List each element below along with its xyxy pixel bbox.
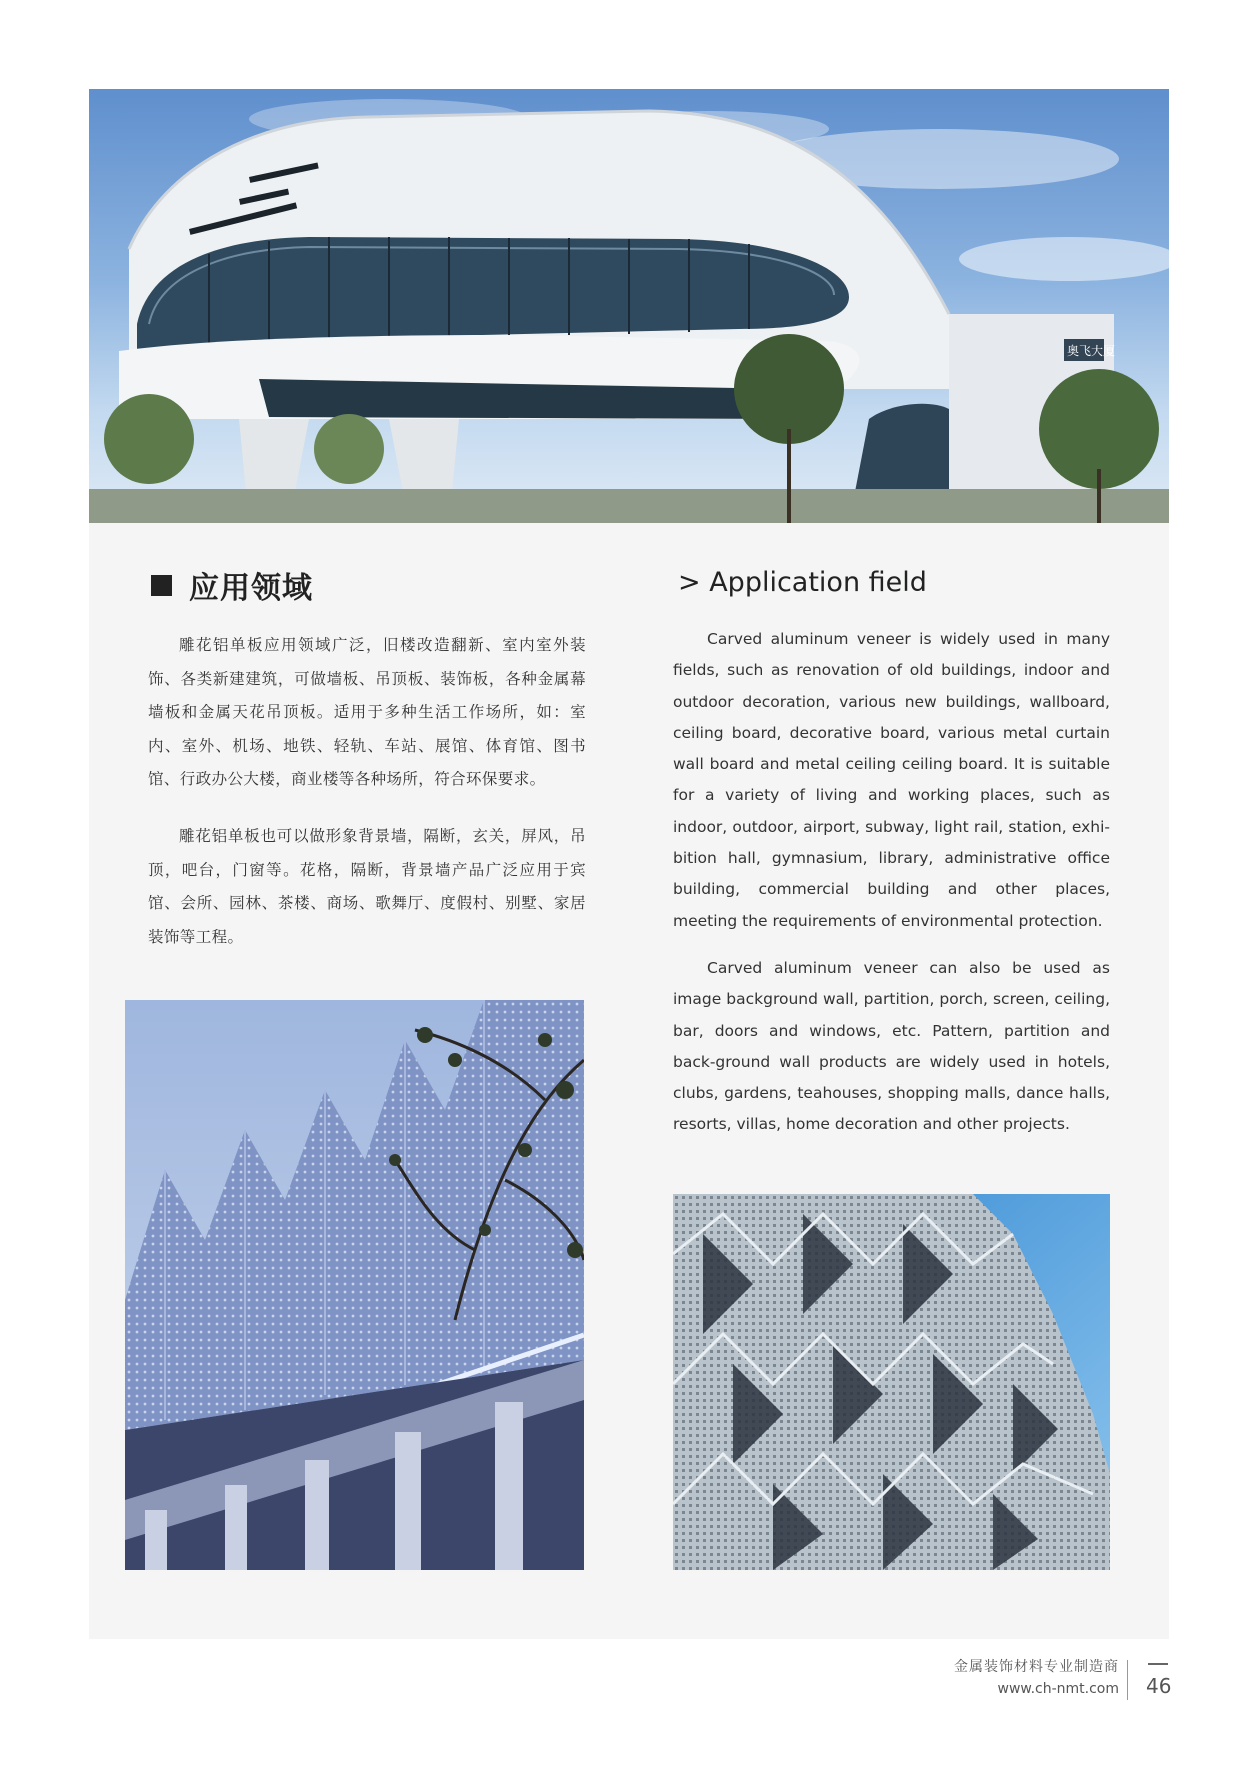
page-number-dash bbox=[1148, 1663, 1168, 1665]
paragraph-en-1: Carved aluminum veneer is widely used in many fields, such as renovation of old buildings, indoor and outdoor decoration, various new buildings, wallboard, ceiling board, decorative board, various metal curtain wall board and metal ceiling ceiling board. It is suitable for a variety of living and working places, such as indoor, outdoor, airport, subway, light rail, station, exhi-bition hall, gymnasium, library, administrative office building, commercial building and other places, meeting the requirements of environmental protection. bbox=[673, 630, 1110, 930]
section-heading-cn bbox=[151, 563, 313, 607]
paragraph-cn-1: 雕花铝单板应用领域广泛，旧楼改造翻新、室内室外装饰、各类新建建筑，可做墙板、吊顶板、装饰板，各种金属幕墙板和金属天花吊顶板。适用于多种生活工作场所，如：室内、室外、机场、地铁、轻轨、车站、展馆、体育馆、图书馆、行政办公大楼，商业楼等各种场所，符合环保要求。 bbox=[148, 636, 586, 788]
perforated-facade-photo bbox=[125, 1000, 584, 1570]
folded-panel-facade-photo bbox=[673, 1194, 1110, 1570]
paragraph-en-2: Carved aluminum veneer can also be used as image background wall, partition, porch, screen, ceiling, bar, doors and windows, etc. Pattern, partition and back-ground wall products are widely used in hotels, clubs, gardens, teahouses, shopping malls, dance halls, resorts, villas, home decoration and other projects. bbox=[673, 959, 1110, 1134]
footer-company-name: 金属装饰材料专业制造商 bbox=[954, 1659, 1119, 1675]
paragraph-cn-2: 雕花铝单板也可以做形象背景墙，隔断，玄关，屏风，吊顶，吧台，门窗等。花格，隔断，背景墙产品广泛应用于宾馆、会所、园林、茶楼、商场、歌舞厅、度假村、别墅、家居装饰等工程。 bbox=[148, 827, 586, 946]
footer-website-link[interactable]: www.ch-nmt.com bbox=[997, 1681, 1119, 1697]
heading-square-icon bbox=[151, 575, 172, 596]
page-number: 46 bbox=[1146, 1674, 1172, 1698]
hero-building-sign: 奥飞大厦 bbox=[1067, 344, 1116, 358]
footer-divider bbox=[1127, 1660, 1128, 1700]
section-heading-en: > Application field bbox=[678, 567, 927, 598]
heading-cn-text: 应用领域 bbox=[189, 571, 313, 606]
hero-building-photo bbox=[89, 89, 1169, 523]
